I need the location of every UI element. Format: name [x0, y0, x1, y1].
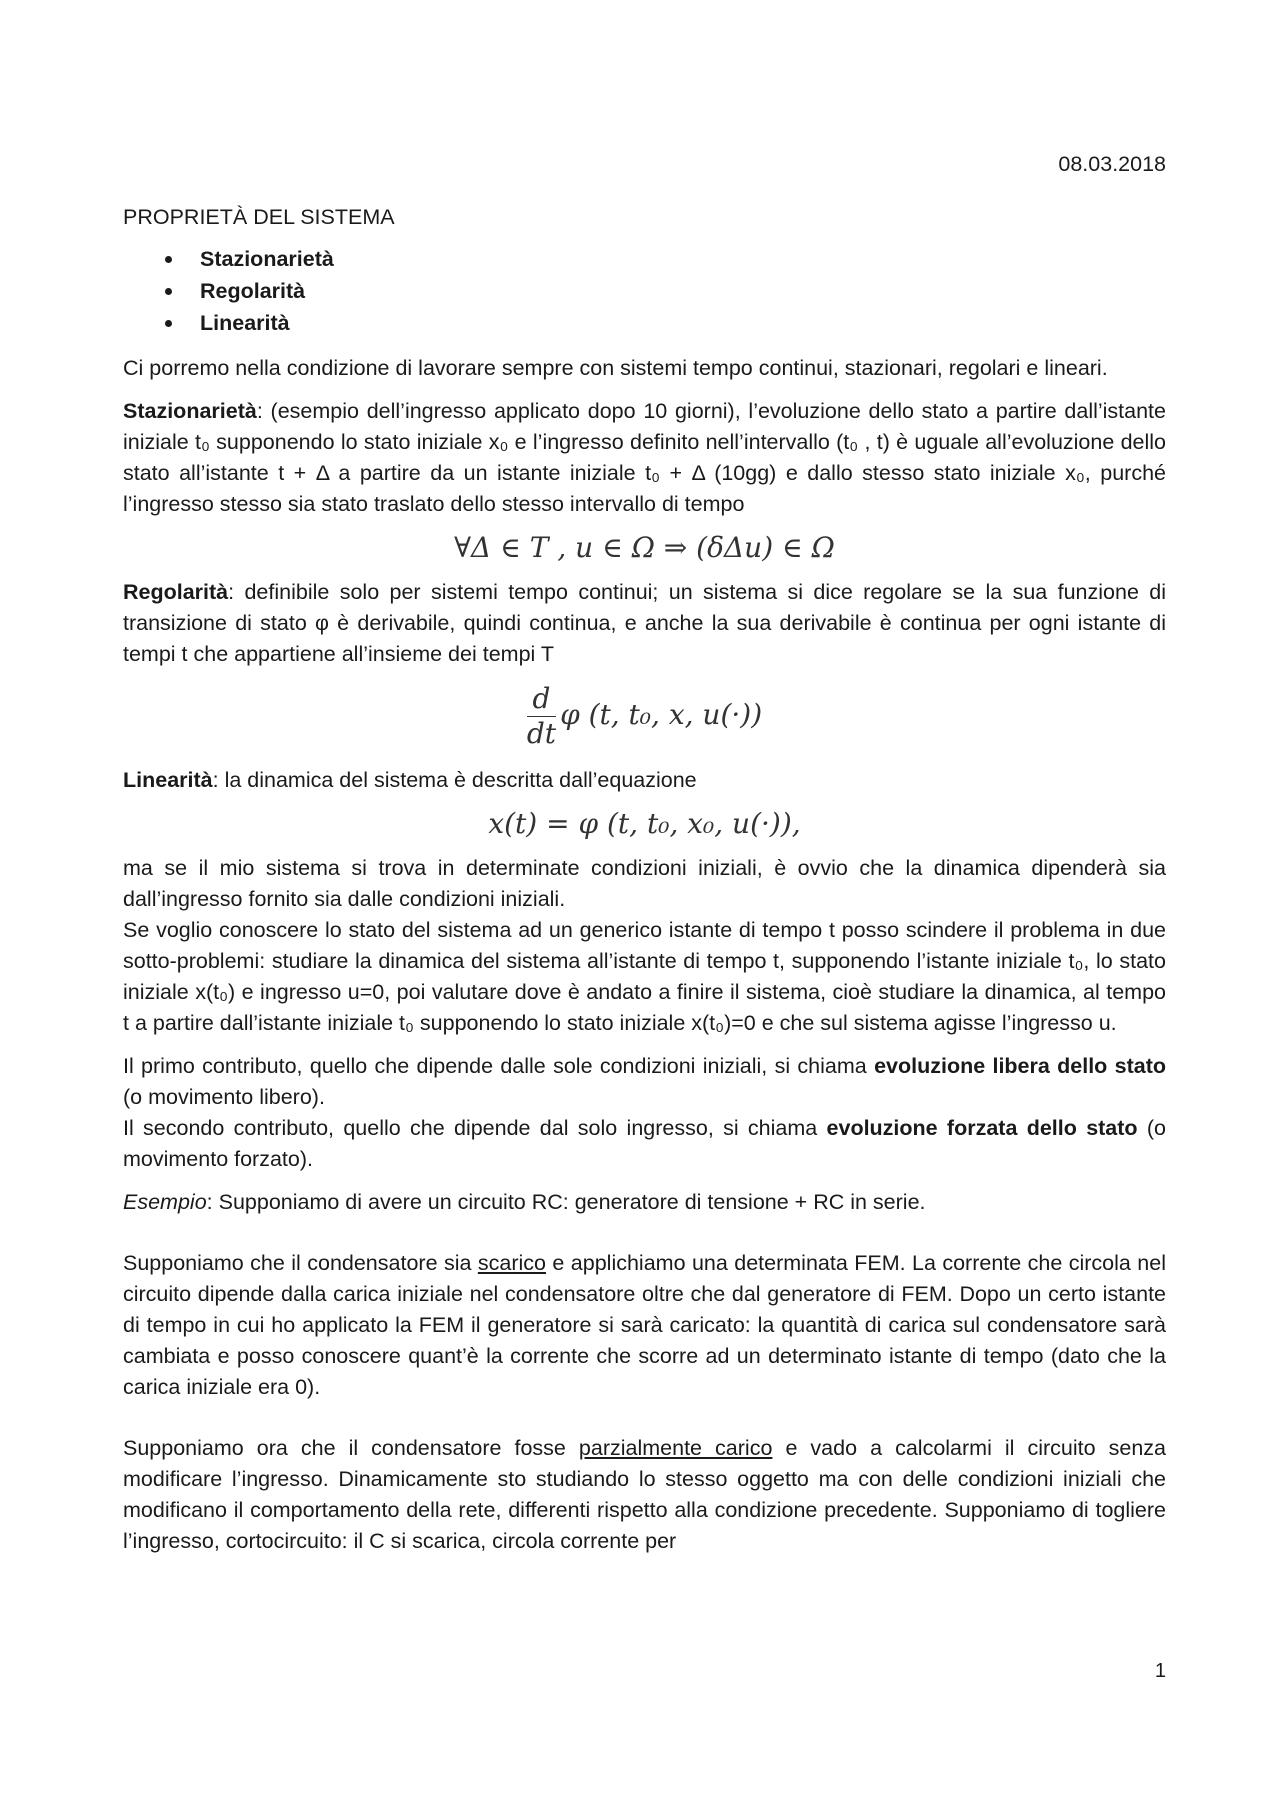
list-item: Linearità	[200, 307, 1166, 339]
section-heading: PROPRIETÀ DEL SISTEMA	[123, 205, 395, 229]
regolarita-formula	[123, 682, 1166, 751]
example-label: Esempio	[123, 1190, 207, 1214]
linearita-text: : la dinamica del sistema è descritta dall’equazione	[212, 768, 697, 792]
regolarita-term: Regolarità	[123, 580, 229, 604]
stazionarieta-paragraph	[123, 396, 1166, 520]
stazionarieta-term: Stazionarietà	[123, 399, 257, 423]
fraction-numerator: d	[527, 682, 556, 717]
paragraph: Supponiamo ora che il condensatore fosse parzialmente carico e vado a calcolarmi il circuito senza modificare l’ingresso. Dinamicamente sto studiando lo stesso oggetto ma con delle condizioni iniziali che modificano il comportamento della rete, differenti rispetto alla condizione precedente. Supponiamo di togliere l’ingresso, cortocircuito: il C si scarica, circola corrente per	[123, 1436, 1166, 1553]
properties-list	[123, 243, 1166, 339]
list-item: Stazionarietà	[200, 243, 1166, 275]
evoluzione-forzata-term: evoluzione forzata dello stato	[826, 1116, 1138, 1140]
evoluzione-libera-term: evoluzione libera dello stato	[874, 1054, 1166, 1078]
underlined-term: scarico	[477, 1251, 546, 1275]
linearita-term: Linearità	[123, 768, 213, 792]
example-paragraph: Esempio: Supponiamo di avere un circuito RC: generatore di tensione + RC in serie.	[123, 1190, 926, 1214]
paragraph: Il primo contributo, quello che dipende dalle sole condizioni iniziali, si chiama evoluzione libera dello stato (o movimento libero).	[123, 1054, 1166, 1109]
paragraph: Supponiamo che il condensatore sia scarico e applichiamo una determinata FEM. La corrente che circola nel circuito dipende dalla carica iniziale nel condensatore oltre che dal generatore di FEM. Dopo un certo istante di tempo in cui ho applicato la FEM il generatore si sarà caricato: la quantità di carica sul condensatore sarà cambiata e posso conoscere quant’è la corrente che scorre ad un determinato istante di tempo (dato che la carica iniziale era 0).	[123, 1251, 1166, 1399]
underlined-term: parzialmente carico	[578, 1436, 773, 1460]
derivative-fraction	[527, 682, 556, 751]
document-date: 08.03.2018	[1058, 152, 1166, 176]
paragraph: Il secondo contributo, quello che dipende dal solo ingresso, si chiama evoluzione forzata dello stato (o movimento forzato).	[123, 1116, 1166, 1171]
paragraph: Se voglio conoscere lo stato del sistema ad un generico istante di tempo t posso scindere il problema in due sotto-problemi: studiare la dinamica del sistema all’istante di tempo t, supponendo l’istante iniziale t₀, lo stato iniziale x(t₀) e ingresso u=0, poi valutare dove è andato a finire il sistema, cioè studiare la dinamica, al tempo t a partire dall’istante iniziale t₀ supponendo lo stato iniziale x(t₀)=0 e che sul sistema agisse l’ingresso u.	[123, 918, 1166, 1035]
regolarita-paragraph	[123, 577, 1166, 670]
formula-function: φ (t, t₀, x, u(·))	[560, 698, 763, 731]
linearita-paragraph	[123, 765, 1166, 796]
stazionarieta-formula: ∀Δ ∈ T , u ∈ Ω ⇒ (δΔu) ∈ Ω	[454, 531, 835, 564]
regolarita-text: : definibile solo per sistemi tempo continui; un sistema si dice regolare se la sua funzione di transizione di stato φ è derivabile, quindi continua, e anche la sua derivabile è continua per ogni istante di tempi t che appartiene all’insieme dei tempi T	[123, 580, 1166, 666]
paragraph: ma se il mio sistema si trova in determinate condizioni iniziali, è ovvio che la dinamica dipenderà sia dall’ingresso fornito sia dalle condizioni iniziali.	[123, 856, 1166, 911]
stazionarieta-text: : (esempio dell’ingresso applicato dopo 10 giorni), l’evoluzione dello stato a partire dall’istante iniziale t₀ supponendo lo stato iniziale x₀ e l’ingresso definito nell’intervallo (t₀ , t) è uguale all’evoluzione dello stato all’istante t + Δ a partire da un istante iniziale t₀ + Δ (10gg) e dallo stesso stato iniziale x₀, purché l’ingresso stesso sia stato traslato dello stesso intervallo di tempo	[123, 399, 1166, 516]
fraction-denominator: dt	[526, 717, 557, 750]
list-item: Regolarità	[200, 275, 1166, 307]
page-number: 1	[1154, 1660, 1166, 1682]
document-body	[123, 150, 1166, 1569]
linearita-formula: x(t) = φ (t, t₀, x₀, u(·)),	[488, 807, 801, 840]
intro-paragraph: Ci porremo nella condizione di lavorare sempre con sistemi tempo continui, stazionari, regolari e lineari.	[123, 356, 1108, 380]
